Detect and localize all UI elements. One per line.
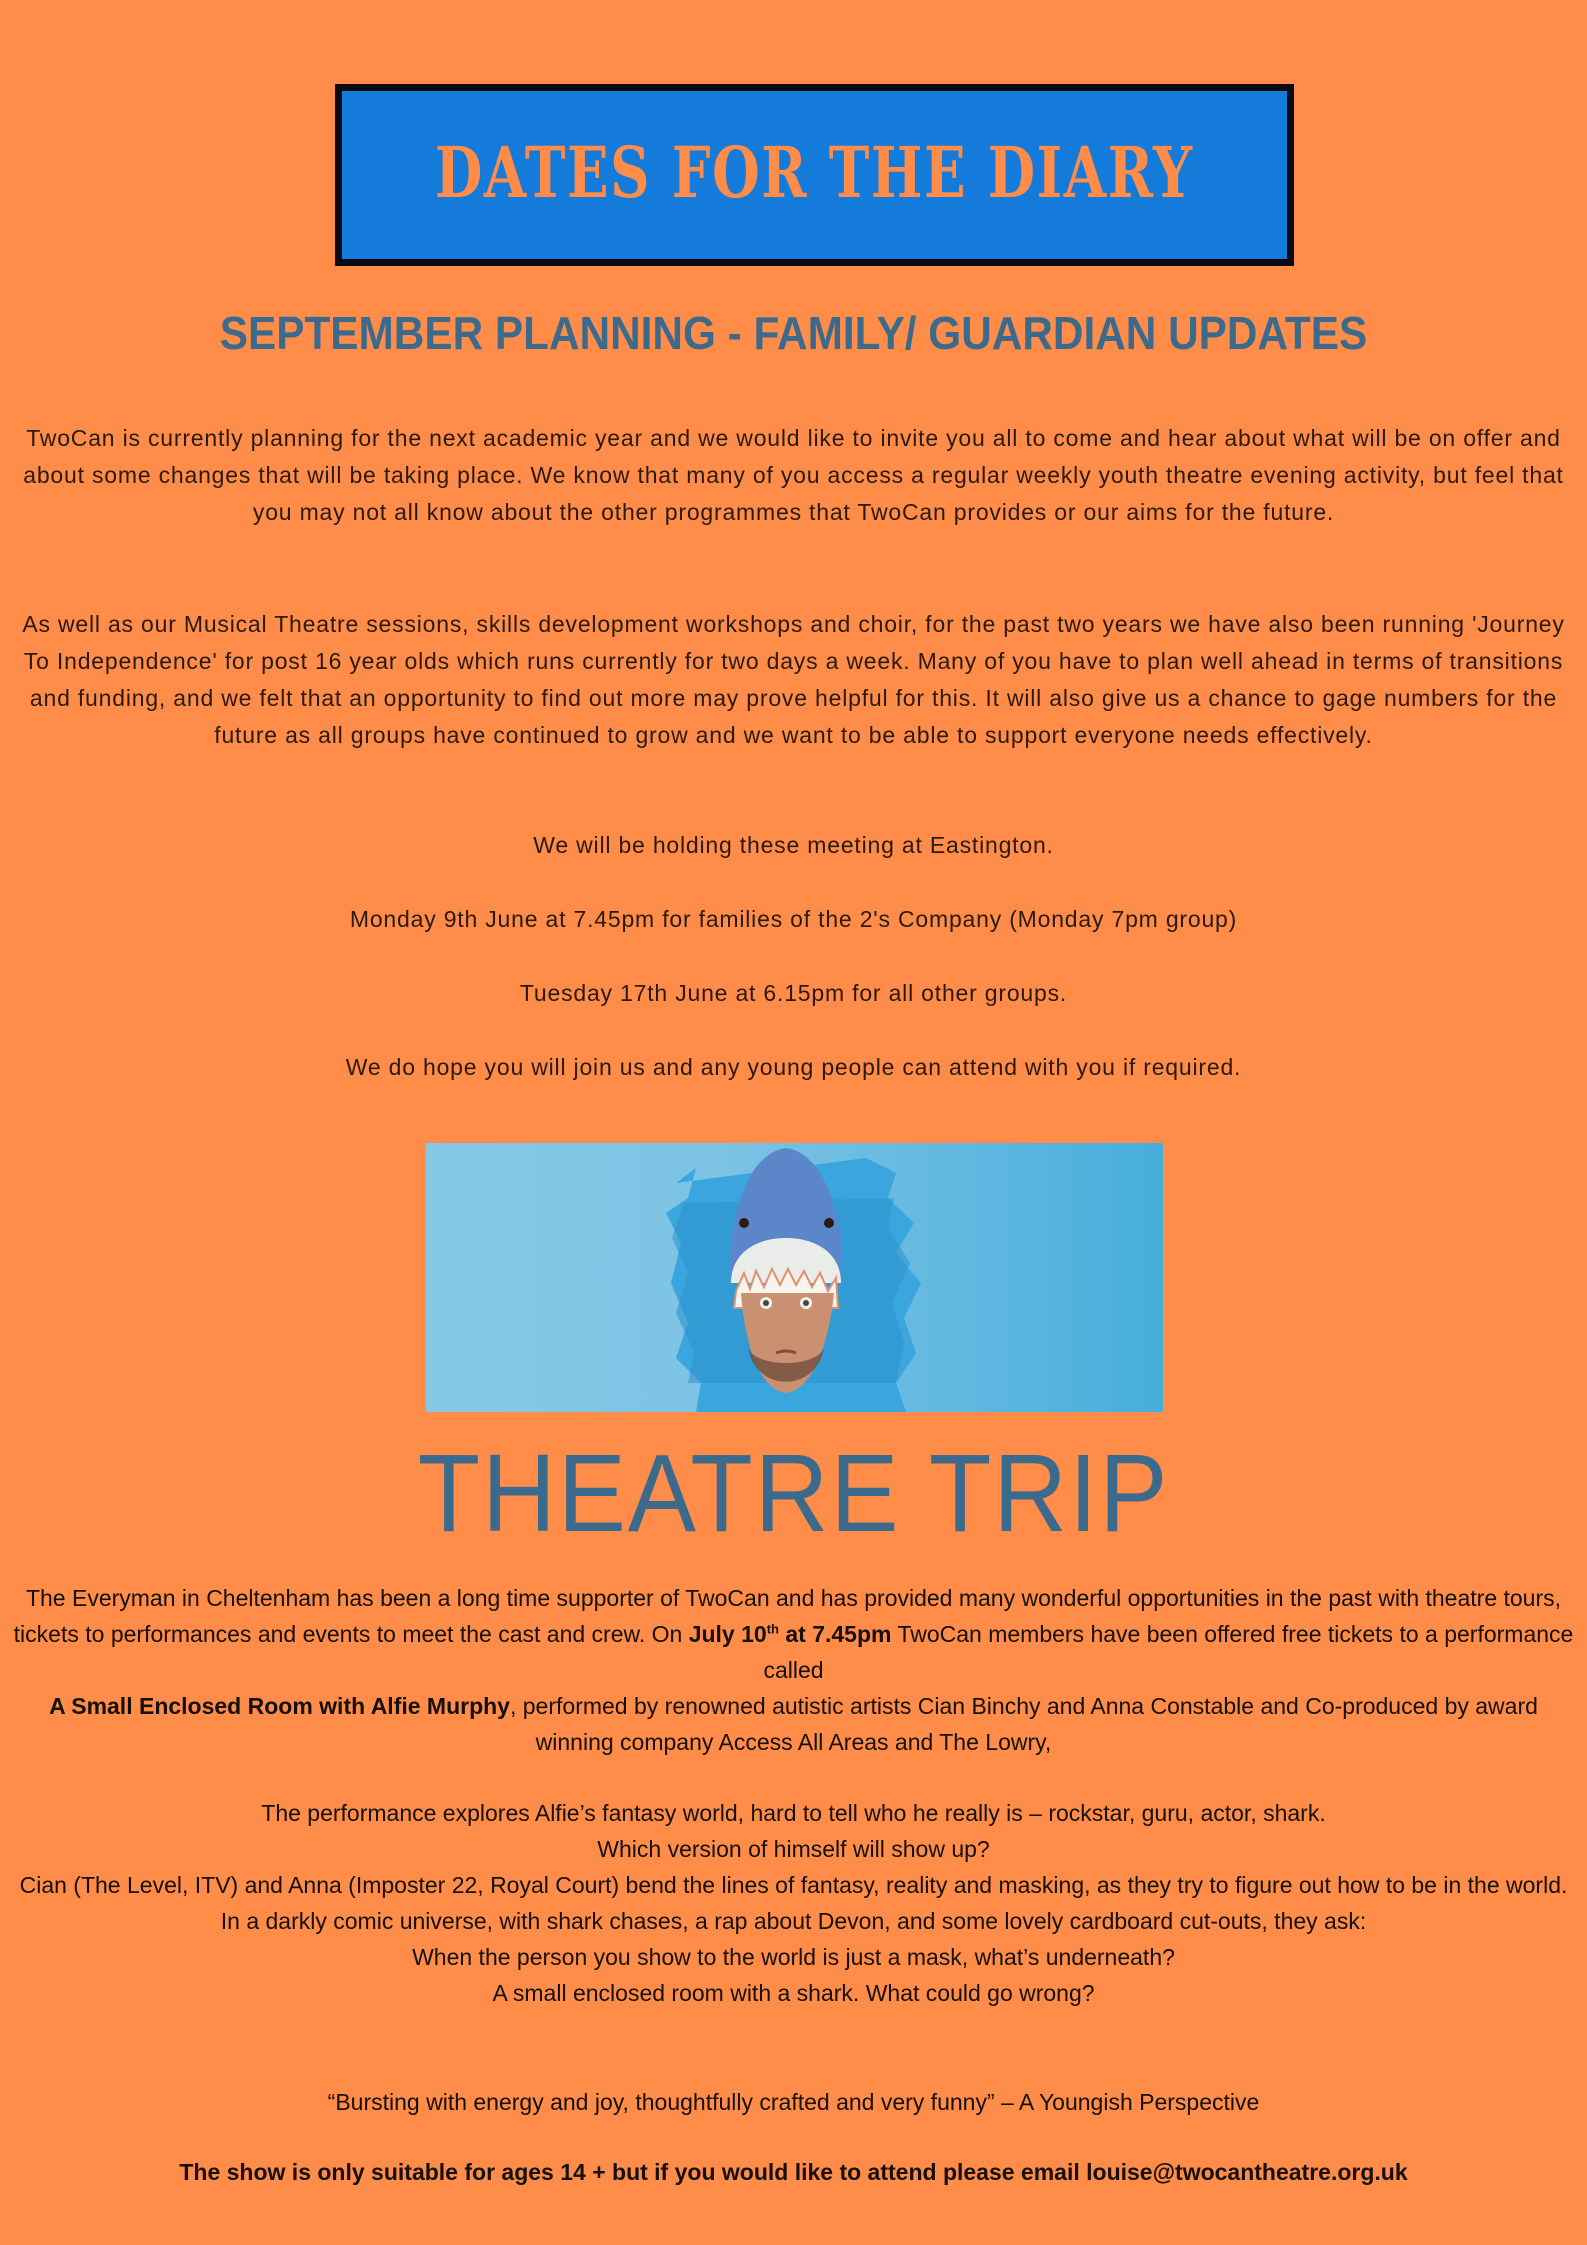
shark-performer-photo	[426, 1143, 1163, 1412]
meeting-date-tuesday: Tuesday 17th June at 6.15pm for all other groups.	[519, 980, 1068, 1006]
theatre-trip-intro	[8, 1580, 1579, 1760]
september-intro-paragraph: TwoCan is currently planning for the next academic year and we would like to invite you all to come and hear about what will be on offer and about some changes that will be taking place. We know that many of you access a regular weekly youth theatre evening activity, but feel that you may not all know about the other programmes that TwoCan provides or our aims for the future.	[23, 425, 1564, 525]
meeting-date-monday: Monday 9th June at 7.45pm for families of the 2's Company (Monday 7pm group)	[349, 906, 1238, 932]
description-line: A small enclosed room with a shark. What could go wrong?	[492, 1980, 1095, 2006]
meeting-location: We will be holding these meeting at Eastington.	[533, 832, 1054, 858]
dates-for-the-diary-banner	[335, 84, 1294, 266]
description-line: Which version of himself will show up?	[597, 1836, 990, 1862]
programmes-paragraph: As well as our Musical Theatre sessions, skills development workshops and choir, for the past two years we have also been running 'Journey To Independence' for post 16 year olds which runs currently for two days a week. Many of you have to plan well ahead in terms of transitions and funding, and we felt that an opportunity to find out more may prove helpful for this. It will also give us a chance to gage numbers for the future as all groups have continued to grow and we want to be able to support everyone needs effectively.	[22, 611, 1565, 748]
description-line: When the person you show to the world is just a mask, what’s underneath?	[412, 1944, 1175, 1970]
intro-text-1: The Everyman in Cheltenham has been a long time supporter of TwoCan and has provided many wonderful opportunities in the past with theatre tours, tickets to performances and events to meet the cast and crew. On	[13, 1585, 1562, 1647]
shark-eye-right	[824, 1218, 834, 1228]
description-line: Cian (The Level, ITV) and Anna (Imposter 22, Royal Court) bend the lines of fantasy, reality and masking, as they try to figure out how to be in the world. In a darkly comic universe, with shark chases, a rap about Devon, and some lovely cardboard cut-outs, they ask:	[19, 1872, 1568, 1934]
description-line: The performance explores Alfie’s fantasy world, hard to tell who he really is – rockstar, guru, actor, shark.	[261, 1800, 1326, 1826]
shark-eye-left	[739, 1218, 749, 1228]
intro-text-3: , performed by renowned autistic artists Cian Binchy and Anna Constable and Co-produced by award winning company Access All Areas and The Lowry,	[509, 1693, 1538, 1755]
shark-illustration	[426, 1143, 1163, 1412]
trip-date: July 10th at 7.45pm	[688, 1621, 892, 1647]
review-quote: “Bursting with energy and joy, thoughtfully crafted and very funny” – A Youngish Perspective	[327, 2089, 1260, 2115]
intro-text-2: TwoCan members have been offered free tickets to a performance called	[763, 1621, 1574, 1683]
closing-invitation: We do hope you will join us and any young people can attend with you if required.	[345, 1054, 1242, 1080]
show-title: A Small Enclosed Room with Alfie Murphy	[49, 1693, 510, 1719]
september-planning-heading: SEPTEMBER PLANNING - FAMILY/ GUARDIAN UPDATES	[219, 307, 1368, 359]
theatre-trip-heading: THEATRE TRIP	[417, 1432, 1170, 1555]
show-description	[8, 1795, 1579, 2011]
age-notice-contact[interactable]: The show is only suitable for ages 14 + but if you would like to attend please email louise@twocantheatre.org.uk	[179, 2159, 1408, 2185]
banner-title: DATES FOR THE DIARY	[435, 130, 1194, 214]
